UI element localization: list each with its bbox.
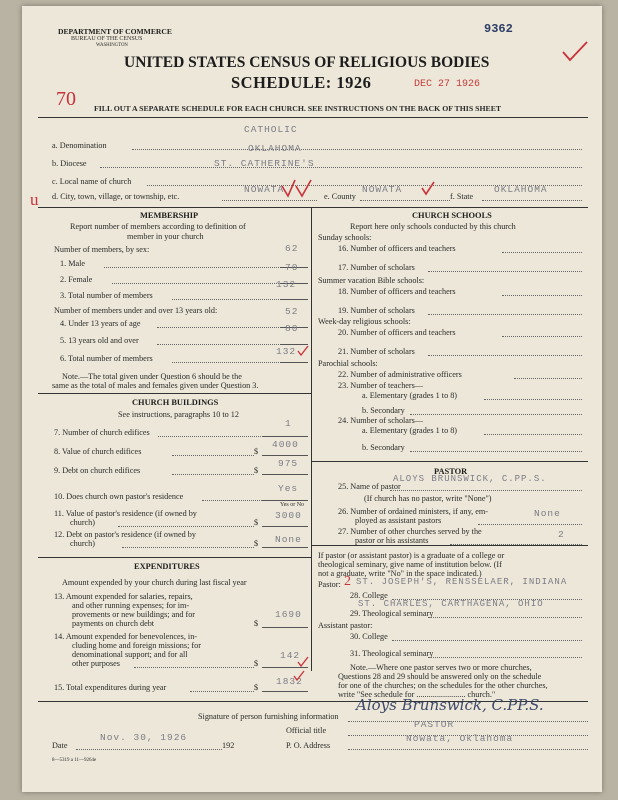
red-tick-total-icon xyxy=(292,670,306,682)
form-title: UNITED STATES CENSUS OF RELIGIOUS BODIES xyxy=(124,54,490,71)
pastor-note-1: Note.—Where one pastor serves two or more churches, xyxy=(350,663,532,672)
q11-label-1: 11. Value of pastor's residence (if owned by xyxy=(54,509,197,518)
q12-dollar: $ xyxy=(254,539,259,548)
q15-dollar: $ xyxy=(254,683,259,692)
parochial-schools-label: Parochial schools: xyxy=(318,359,378,368)
sunday-schools-label: Sunday schools: xyxy=(318,233,372,242)
red-double-check-icon xyxy=(280,178,314,200)
q15-label: 15. Total expenditures during year xyxy=(54,683,167,692)
q3-label: 3. Total number of members xyxy=(60,291,153,300)
diocese-value: OKLAHOMA xyxy=(248,143,302,154)
church-name-label: c. Local name of church xyxy=(52,177,132,186)
q28-label: 28. College xyxy=(350,591,388,600)
q24-label: 24. Number of scholars— xyxy=(338,416,424,425)
q20-label: 20. Number of officers and teachers xyxy=(338,328,456,337)
pastor-note-3: for one of the churches; on the schedules for the other churches, xyxy=(338,681,548,690)
city-town-label: d. City, town, village, or township, etc. xyxy=(52,192,180,201)
official-title-label: Official title xyxy=(286,726,327,735)
membership-sub-2: member in your church xyxy=(127,232,204,241)
schools-heading: CHURCH SCHOOLS xyxy=(412,211,492,220)
by-age-label: Number of members under and over 13 years old: xyxy=(54,306,218,315)
state-value: OKLAHOMA xyxy=(494,184,548,195)
q9-label: 9. Debt on church edifices xyxy=(54,466,141,475)
q26-line-2: ployed as assistant pastors xyxy=(355,516,442,525)
q24-elementary: a. Elementary (grades 1 to 8) xyxy=(362,426,458,435)
q17-label: 17. Number of scholars xyxy=(338,263,415,272)
date-label: Date xyxy=(52,741,68,750)
membership-sub-1: Report number of members according to definition of xyxy=(70,222,246,231)
over-13-count: 80 xyxy=(285,323,299,334)
membership-note-2: same as the total of males and females given under Question 3. xyxy=(52,381,259,390)
residence-value: 3000 xyxy=(275,510,302,521)
q5-label: 5. 13 years old and over xyxy=(60,336,139,345)
q30-label: 30. College xyxy=(350,632,388,641)
q11-dollar: $ xyxy=(254,518,259,527)
schools-sub: Report here only schools conducted by this church xyxy=(350,222,516,231)
q9-dollar: $ xyxy=(254,466,259,475)
q23-label: 23. Number of teachers— xyxy=(338,381,424,390)
q10-label: 10. Does church own pastor's residence xyxy=(54,492,184,501)
male-count: 62 xyxy=(285,243,299,254)
assistant-pastors: None xyxy=(534,508,561,519)
official-title-value: PASTOR xyxy=(414,719,455,730)
q14-dollar: $ xyxy=(254,659,259,668)
q23-secondary: b. Secondary xyxy=(362,406,405,415)
by-sex-label: Number of members, by sex: xyxy=(54,245,150,254)
red-check-mark-icon xyxy=(560,40,590,62)
red-tick-expense-icon xyxy=(296,656,310,668)
diocese-label: b. Diocese xyxy=(52,159,87,168)
po-address-value: Nowata, Oklahoma xyxy=(406,733,514,744)
state-label: f. State xyxy=(450,192,474,201)
pastor-note-4: write "See schedule for ........................ church." xyxy=(338,690,496,699)
q14-line-2: cluding home and foreign missions; for xyxy=(72,641,201,650)
q26-line-1: 26. Number of ordained ministers, if any, em- xyxy=(338,507,488,516)
q31-label: 31. Theological seminary xyxy=(350,649,434,658)
buildings-heading: CHURCH BUILDINGS xyxy=(132,398,219,407)
county-label: e. County xyxy=(324,192,356,201)
q24-secondary: b. Secondary xyxy=(362,443,405,452)
q21-label: 21. Number of scholars xyxy=(338,347,415,356)
q8-dollar: $ xyxy=(254,447,259,456)
q14-line-1: 14. Amount expended for benevolences, in- xyxy=(54,632,198,641)
q25-label: 25. Name of pastor xyxy=(338,482,401,491)
denomination-value: CATHOLIC xyxy=(244,124,298,135)
pastor-name: ALOYS BRUNSWICK, C.PP.S. xyxy=(393,474,547,484)
q7-label: 7. Number of church edifices xyxy=(54,428,150,437)
year-suffix: 192 xyxy=(222,741,235,750)
bureau-label: BUREAU OF THE CENSUS xyxy=(71,36,143,42)
pastor-sub-label: Pastor: xyxy=(318,580,341,589)
pastor-note-2: Questions 28 and 29 should be answered only on the schedule xyxy=(338,672,542,681)
q29-label: 29. Theological seminary xyxy=(350,609,434,618)
q18-label: 18. Number of officers and teachers xyxy=(338,287,456,296)
salaries-expense: 1690 xyxy=(275,609,302,620)
form-code: 8—5319 a 11—9264e xyxy=(52,758,97,763)
q13-dollar: $ xyxy=(254,619,259,628)
membership-heading: MEMBERSHIP xyxy=(140,211,199,220)
q11-label-2: church) xyxy=(70,518,96,527)
q6-label: 6. Total number of members xyxy=(60,354,153,363)
edifices-debt: 975 xyxy=(278,458,299,469)
other-churches: 2 xyxy=(558,529,565,540)
q23-elementary: a. Elementary (grades 1 to 8) xyxy=(362,391,458,400)
handwritten-u: u xyxy=(30,190,39,209)
po-address-label: P. O. Address xyxy=(286,741,331,750)
pastor-heading: PASTOR xyxy=(434,467,468,476)
denomination-label: a. Denomination xyxy=(52,141,107,150)
college-note-3: not a graduate, write "No" in the space indicated.) xyxy=(318,569,482,578)
stamp-number: 9362 xyxy=(484,22,513,36)
summer-schools-label: Summer vacation Bible schools: xyxy=(318,276,425,285)
q25-hint: (If church has no pastor, write "None") xyxy=(364,494,492,503)
q22-label: 22. Number of administrative officers xyxy=(338,370,462,379)
owns-residence: Yes xyxy=(278,483,299,494)
college-note-1: If pastor (or assistant pastor) is a graduate of a college or xyxy=(318,551,505,560)
q12-label-2: church) xyxy=(70,539,96,548)
q1-label: 1. Male xyxy=(60,259,86,268)
red-tick-icon xyxy=(296,345,310,357)
college-note-2: theological seminary, give name of institution below. (If xyxy=(318,560,502,569)
q4-label: 4. Under 13 years of age xyxy=(60,319,141,328)
date-value: Nov. 30, 1926 xyxy=(100,732,188,743)
census-form xyxy=(22,6,602,792)
q12-label-1: 12. Debt on pastor's residence (if owned by xyxy=(54,530,196,539)
q14-line-3: denominational support; and for all xyxy=(72,650,188,659)
city-value: NOWATA xyxy=(244,184,285,195)
q27-line-1: 27. Number of other churches served by the xyxy=(338,527,482,536)
assistant-pastor-label: Assistant pastor: xyxy=(318,621,373,630)
under-13-count: 52 xyxy=(285,306,299,317)
q13-line-1: 13. Amount expended for salaries, repairs, xyxy=(54,592,193,601)
edifices-value: 4000 xyxy=(272,439,299,450)
q13-line-4: payments on church debt xyxy=(72,619,155,628)
instruction-line: FILL OUT A SEPARATE SCHEDULE FOR EACH CHURCH. SEE INSTRUCTIONS ON THE BACK OF THIS SHEET xyxy=(94,104,502,113)
schedule-title: SCHEDULE: 1926 xyxy=(231,73,372,92)
red-check-icon xyxy=(420,180,436,196)
signature: Aloys Brunswick, C.PP.S. xyxy=(356,696,544,714)
yes-or-no-hint: Yes or No xyxy=(280,502,305,508)
edifices-count: 1 xyxy=(285,418,292,429)
received-date-stamp: DEC 27 1926 xyxy=(414,79,481,90)
q19-label: 19. Number of scholars xyxy=(338,306,415,315)
benevolences-expense: 142 xyxy=(280,650,301,661)
expenditures-heading: EXPENDITURES xyxy=(134,562,200,571)
q14-line-4: other purposes xyxy=(72,659,120,668)
handwritten-number: 70 xyxy=(56,88,76,110)
total-expenditures: 1832 xyxy=(276,676,303,687)
signature-label: Signature of person furnishing information xyxy=(198,712,339,721)
college-value: ST. JOSEPH'S, RENSSELAER, INDIANA xyxy=(356,577,568,587)
membership-note-1: Note.—The total given under Question 6 should be the xyxy=(62,372,242,381)
handwritten-pastor-mark: 2 xyxy=(344,574,351,589)
city-label: WASHINGTON xyxy=(96,43,128,48)
q13-line-2: and other running expenses; for im- xyxy=(72,601,190,610)
buildings-sub: See instructions, paragraphs 10 to 12 xyxy=(118,410,239,419)
q13-line-3: provements or new buildings; and for xyxy=(72,610,196,619)
county-value: NOWATA xyxy=(362,184,403,195)
q2-label: 2. Female xyxy=(60,275,93,284)
female-count: 70 xyxy=(285,262,299,273)
q8-label: 8. Value of church edifices xyxy=(54,447,142,456)
q27-line-2: pastor or his assistants xyxy=(355,536,429,545)
church-name-value: ST. CATHERINE'S xyxy=(214,158,315,169)
residence-debt: None xyxy=(275,534,302,545)
department-label: DEPARTMENT OF COMMERCE xyxy=(58,27,172,36)
total-members-q3: 132 xyxy=(276,279,297,290)
expenditures-sub: Amount expended by your church during last fiscal year xyxy=(62,578,247,587)
total-members-q6: 132 xyxy=(276,346,297,357)
seminary-value: ST. CHARLES, CARTHAGENA, OHIO xyxy=(358,599,544,609)
weekday-schools-label: Week-day religious schools: xyxy=(318,317,411,326)
q16-label: 16. Number of officers and teachers xyxy=(338,244,456,253)
